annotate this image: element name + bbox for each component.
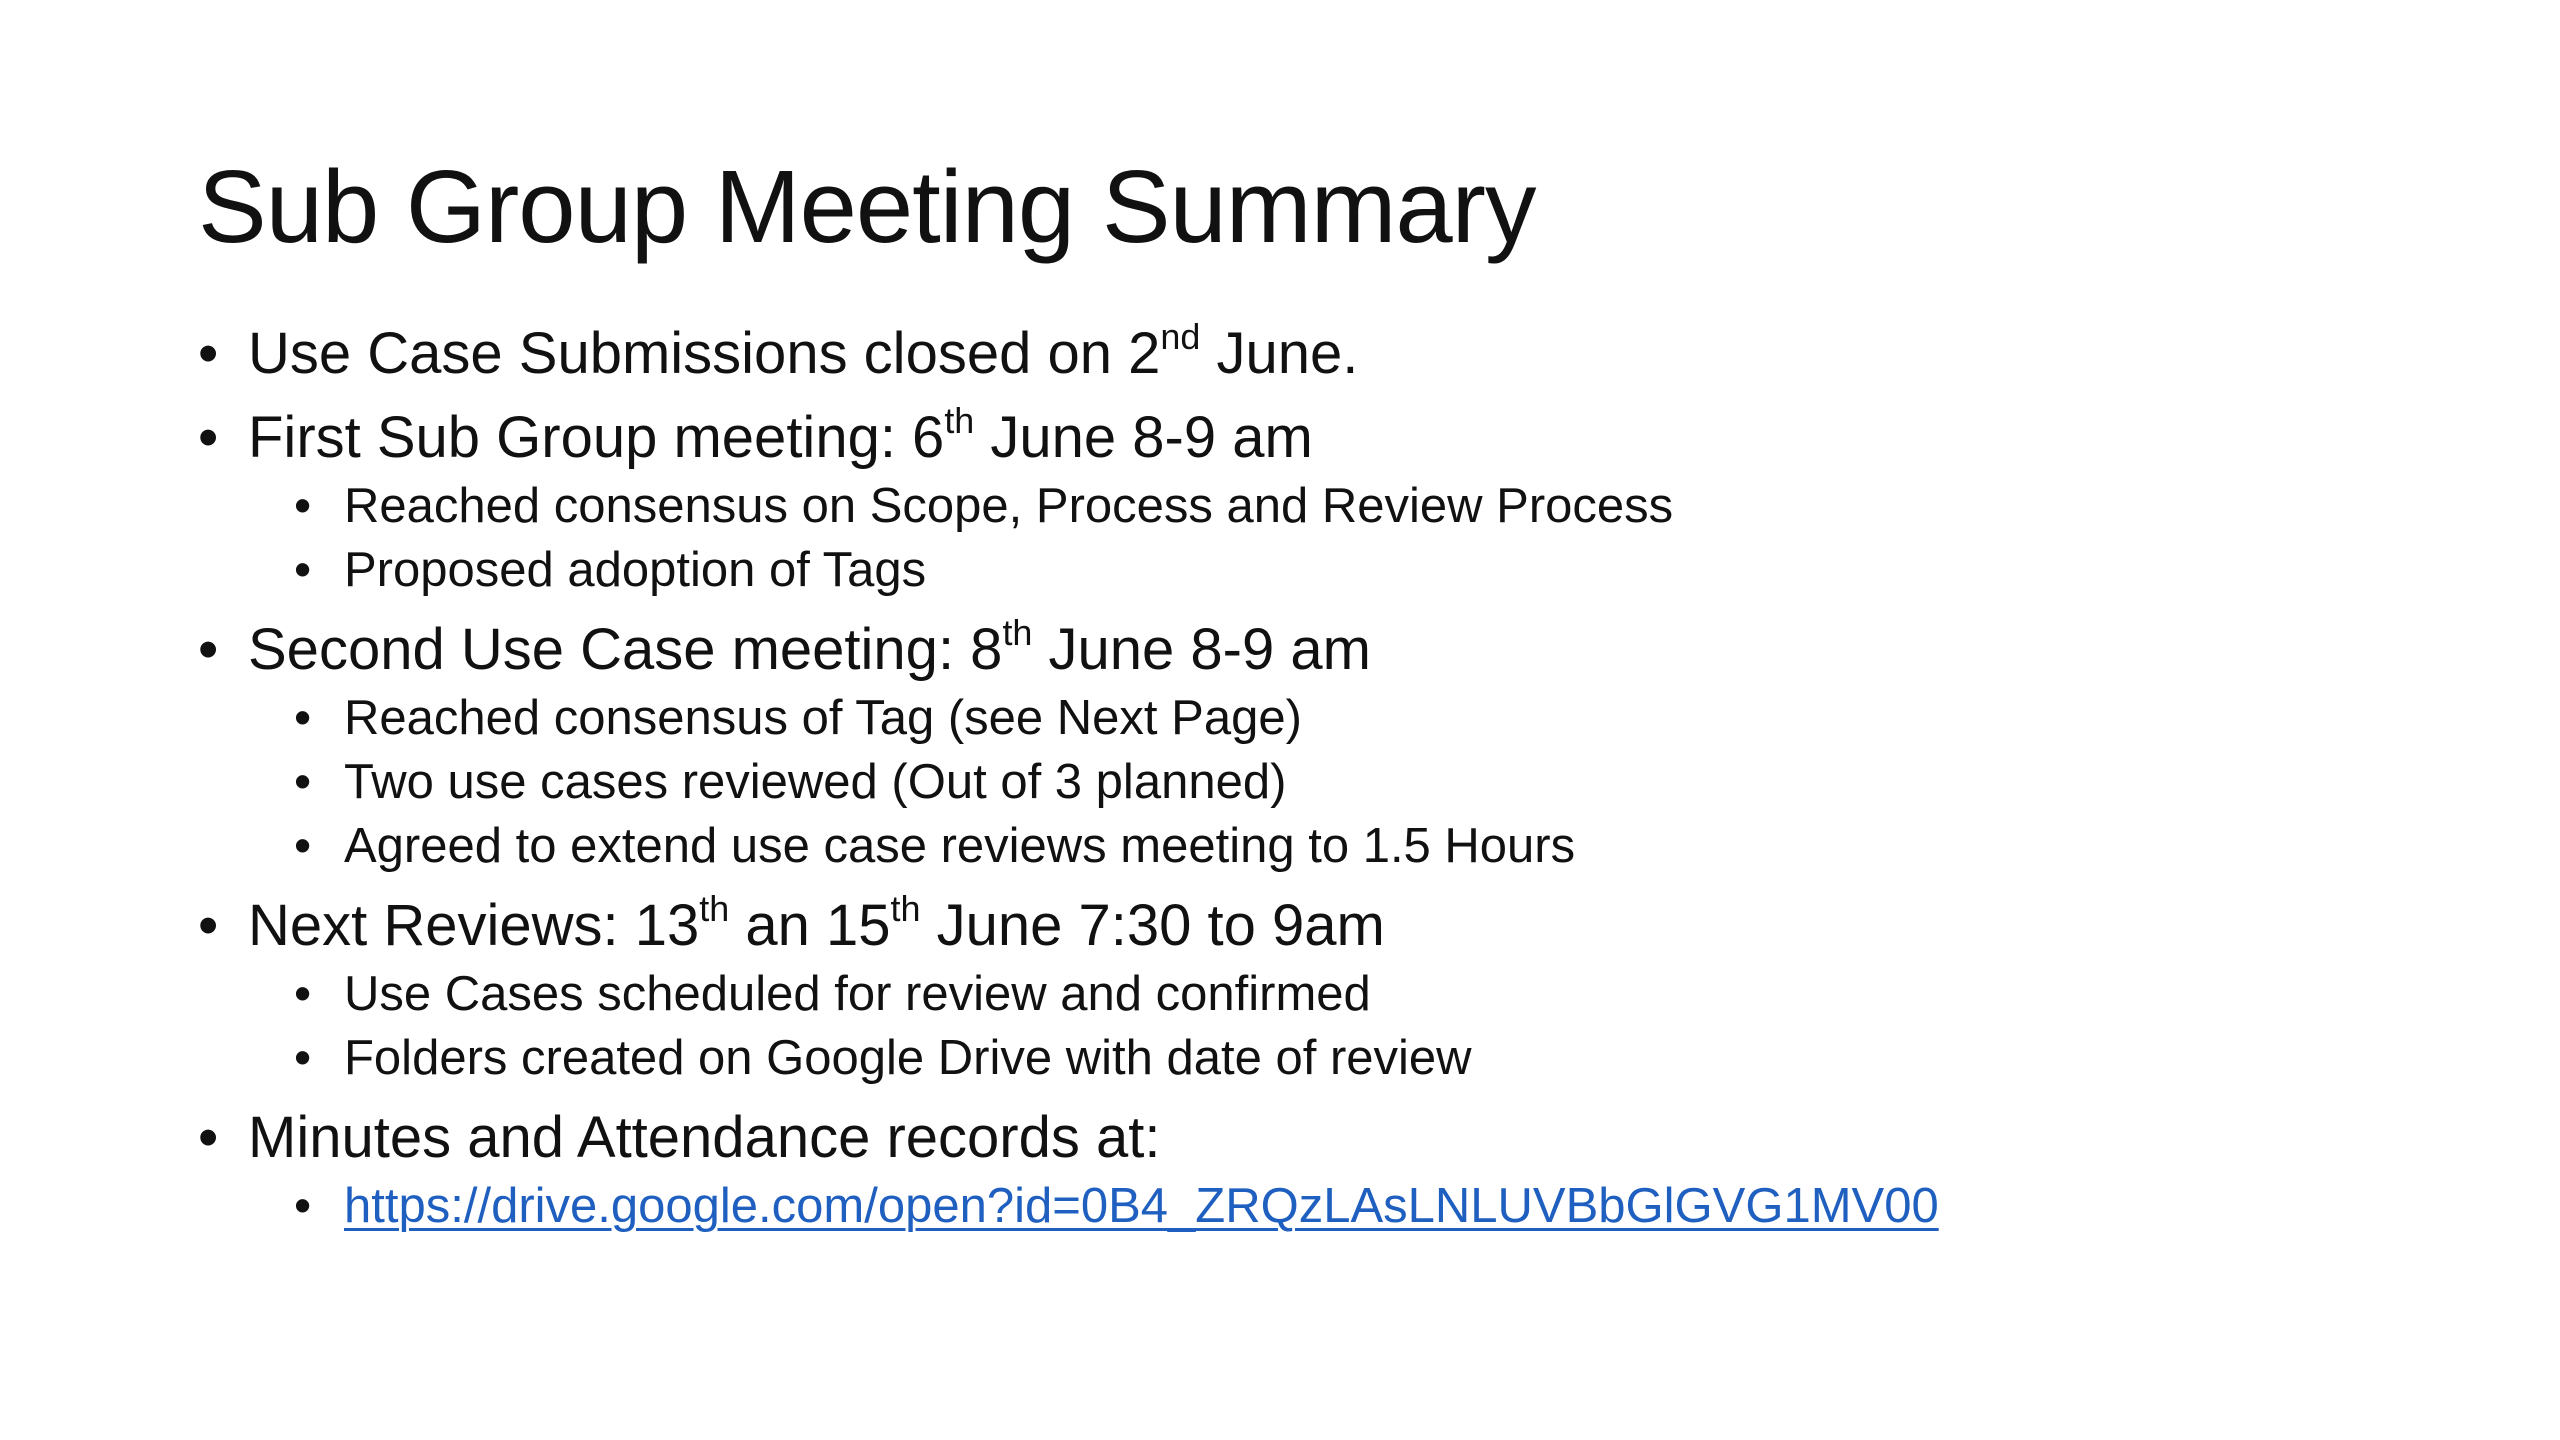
bullet-marker: • — [294, 1031, 312, 1085]
ordinal-suffix: th — [699, 888, 730, 930]
bullet-item — [198, 402, 2448, 474]
bullet-marker: • — [294, 1179, 312, 1233]
bullet-marker: • — [294, 479, 312, 533]
sub-bullet-item — [198, 1174, 2448, 1238]
bullet-text: June. — [1200, 321, 1359, 386]
google-drive-link[interactable]: https://drive.google.com/open?id=0B4_ZRQzLAsLNLUVBbGlGVG1MV00 — [344, 1179, 1939, 1233]
sub-bullet-item — [198, 474, 2448, 538]
sub-bullet-text: Proposed adoption of Tags — [344, 543, 927, 597]
bullet-marker: • — [294, 967, 312, 1021]
slide-content — [198, 318, 2448, 1238]
bullet-text: Second Use Case meeting: 8 — [248, 617, 1003, 682]
slide-title: Sub Group Meeting Summary — [198, 149, 1536, 264]
bullet-item — [198, 614, 2448, 686]
sub-bullet-text: Use Cases scheduled for review and confirmed — [344, 967, 1371, 1021]
bullet-marker: • — [198, 405, 219, 470]
bullet-item — [198, 318, 2448, 390]
bullet-marker: • — [294, 819, 312, 873]
bullet-marker: • — [198, 893, 219, 958]
sub-bullet-text: Reached consensus on Scope, Process and Review Process — [344, 479, 1674, 533]
bullet-marker: • — [198, 1105, 219, 1170]
bullet-marker: • — [294, 543, 312, 597]
sub-bullet-text: Folders created on Google Drive with date of review — [344, 1031, 1472, 1085]
bullet-item — [198, 1102, 2448, 1174]
bullet-text: Use Case Submissions closed on 2 — [248, 321, 1161, 386]
sub-bullet-item — [198, 686, 2448, 750]
ordinal-suffix: th — [890, 888, 921, 930]
bullet-marker: • — [198, 617, 219, 682]
bullet-item — [198, 890, 2448, 962]
sub-bullet-item — [198, 962, 2448, 1026]
sub-bullet-item — [198, 538, 2448, 602]
sub-bullet-item — [198, 814, 2448, 878]
bullet-marker: • — [198, 321, 219, 386]
sub-bullet-item — [198, 750, 2448, 814]
bullet-text: June 8-9 am — [974, 405, 1313, 470]
bullet-marker: • — [294, 691, 312, 745]
bullet-text: Next Reviews: 13 — [248, 893, 700, 958]
sub-bullet-text: Two use cases reviewed (Out of 3 planned) — [344, 755, 1287, 809]
bullet-marker: • — [294, 755, 312, 809]
bullet-text: June 7:30 to 9am — [920, 893, 1385, 958]
ordinal-suffix: th — [944, 400, 975, 442]
bullet-text: First Sub Group meeting: 6 — [248, 405, 945, 470]
ordinal-suffix: nd — [1160, 316, 1201, 358]
sub-bullet-item — [198, 1026, 2448, 1090]
sub-bullet-text: Reached consensus of Tag (see Next Page) — [344, 691, 1302, 745]
bullet-text: Minutes and Attendance records at: — [248, 1105, 1161, 1170]
sub-bullet-text: Agreed to extend use case reviews meeting to 1.5 Hours — [344, 819, 1576, 873]
bullet-text: June 8-9 am — [1032, 617, 1371, 682]
bullet-text: an 15 — [729, 893, 891, 958]
ordinal-suffix: th — [1002, 612, 1033, 654]
